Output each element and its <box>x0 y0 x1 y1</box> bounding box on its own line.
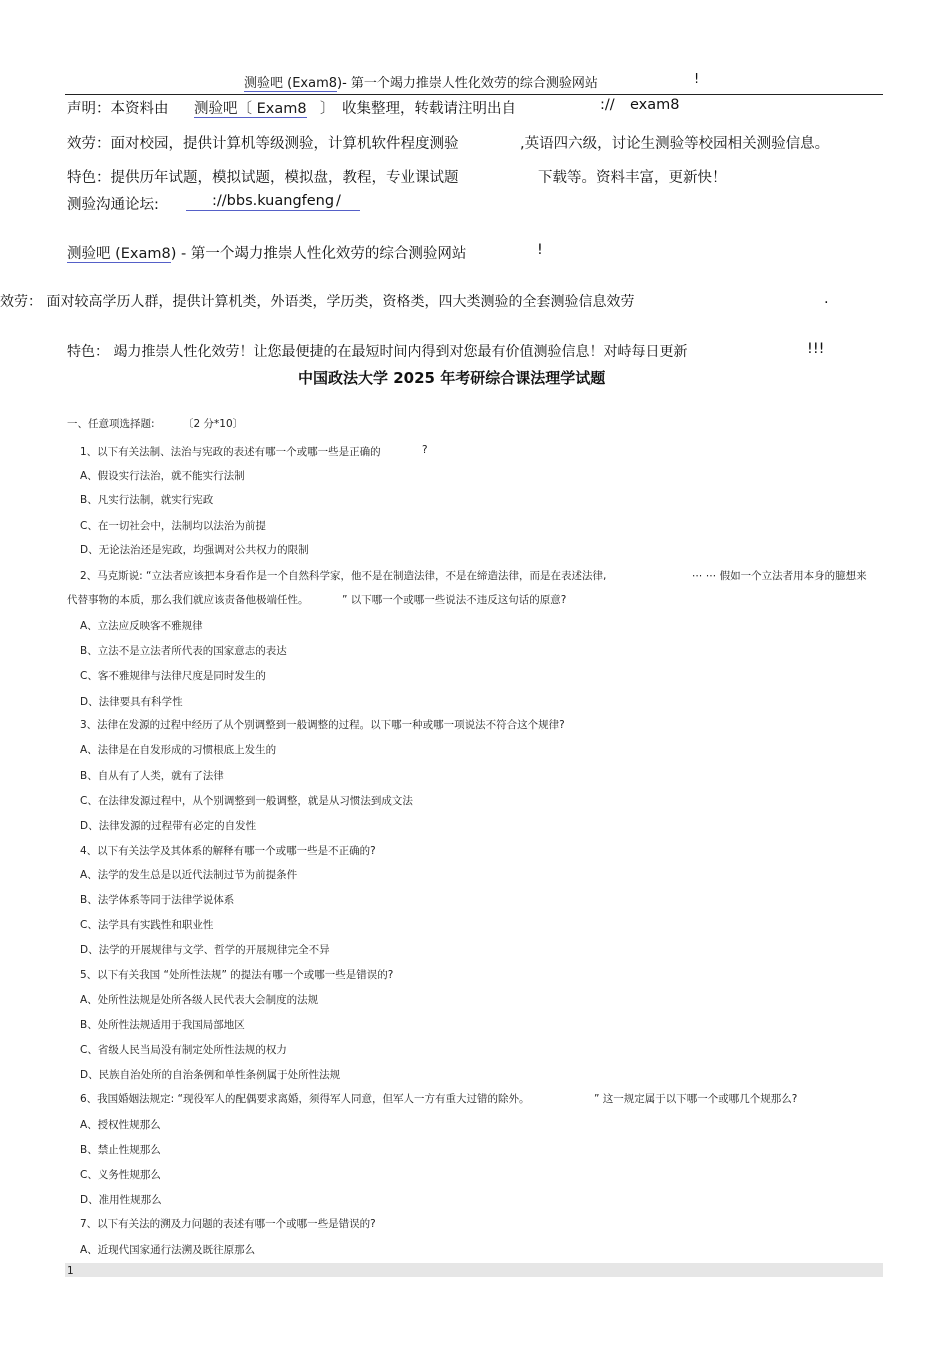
notice-statement-label: 声明：本资料由 <box>67 101 169 117</box>
notice-service-line: 效劳：面对校园，提供计算机等级测验，计算机软件程度测验 <box>67 136 459 152</box>
header-site-link[interactable]: 测验吧 (Exam8 <box>244 76 338 91</box>
question-line-wrap-end: ” 以下哪一个或哪一些说法不违反这句话的原意? <box>342 594 567 606</box>
option-line: D、准用性规那么 <box>80 1194 162 1206</box>
option-line: A、法学的发生总是以近代法制过节为前提条件 <box>80 869 298 881</box>
notice-bracket: 〕 <box>320 101 335 117</box>
option-line: D、法律发源的过程带有必定的自发性 <box>80 820 257 832</box>
promo-site-link[interactable]: 测验吧 (Exam8 <box>67 246 171 262</box>
option-line: D、无论法治还是宪政，均强调对公共权力的限制 <box>80 544 309 556</box>
question-line: 6、我国婚姻法规定: “现役军人的配偶要求离婚，须得军人同意，但军人一方有重大过错的除外。 <box>80 1093 530 1105</box>
question-line-continued: ⋯ ⋯ 假如一个立法者用本身的臆想来 <box>692 570 867 582</box>
line-text: 1、以下有关法制、法治与宪政的表述有哪一个或哪一些是正确的 <box>80 446 381 458</box>
option-line: B、处所性法规适用于我国局部地区 <box>80 1019 245 1031</box>
forum-link-underline <box>186 210 360 211</box>
option-line: B、立法不是立法者所代表的国家意志的表达 <box>80 645 287 657</box>
option-line: C、省级人民当局没有制定处所性法规的权力 <box>80 1044 287 1056</box>
header-site-tagline: )- 第一个竭力推崇人性化效劳的综合测验网站 <box>337 76 598 91</box>
option-line: D、法学的开展规律与文学、哲学的开展规律完全不异 <box>80 944 330 956</box>
notice-url-prefix: :// <box>600 97 615 113</box>
promo-site-name <box>67 242 466 263</box>
notice-feature-line: 特色：提供历年试题，模拟试题，模拟盘，教程，专业课试题 <box>67 170 459 186</box>
notice-service-line-end: ,英语四六级，讨论生测验等校园相关测验信息。 <box>520 136 830 152</box>
promo-exclamation: ! <box>537 242 543 258</box>
option-line: B、法学体系等同于法律学说体系 <box>80 894 235 906</box>
promo-service-end: . <box>824 291 829 307</box>
option-line: C、在一切社会中，法制均以法治为前提 <box>80 520 266 532</box>
option-line: B、凡实行法制，就实行宪政 <box>80 494 214 506</box>
question-line: 3、法律在发源的过程中经历了从个别调整到一般调整的过程。以下哪一种或哪一项说法不符合这个规律? <box>80 719 565 731</box>
option-line: A、假设实行法治，就不能实行法制 <box>80 470 245 482</box>
header-site-name <box>244 72 598 91</box>
notice-feature-line-end: 下载等。资料丰富，更新快！ <box>538 170 727 186</box>
promo-feature-end: !!! <box>807 341 825 357</box>
notice-collect-text: 收集整理，转载请注明出自 <box>342 101 516 117</box>
notice-forum-link[interactable]: ://bbs.kuangfeng <box>212 193 335 209</box>
question-line: 2、马克斯说: “立法者应该把本身看作是一个自然科学家，他不是在制造法律，不是在缔造法律，而是在表述法律, <box>80 570 607 582</box>
option-line: A、授权性规那么 <box>80 1119 161 1131</box>
header-rule <box>65 94 883 95</box>
notice-line-statement <box>67 97 169 118</box>
question-line: 7、以下有关法的溯及力问题的表述有哪一个或哪一些是错误的? <box>80 1218 376 1230</box>
option-line: D、法律要具有科学性 <box>80 696 183 708</box>
option-line: A、立法应反映客不雅规律 <box>80 620 203 632</box>
option-line: C、客不雅规律与法律尺度是同时发生的 <box>80 670 266 682</box>
option-line: D、民族自治处所的自治条例和单性条例属于处所性法规 <box>80 1069 341 1081</box>
promo-feature-line: 特色： 竭力推崇人性化效劳！让您最便捷的在最短时间内得到对您最有价值测验信息！对峙每日更新 <box>67 344 688 360</box>
section-label: 一、任意项选择题: <box>67 418 155 430</box>
promo-site-tagline: ) - 第一个竭力推崇人性化效劳的综合测验网站 <box>170 246 467 262</box>
option-line: A、法律是在自发形成的习惯根底上发生的 <box>80 744 277 756</box>
question-line <box>80 444 381 459</box>
option-line: C、法学具有实践性和职业性 <box>80 919 214 931</box>
notice-forum-label: 测验沟通论坛: <box>67 197 159 213</box>
notice-url-domain[interactable]: exam8 <box>630 97 680 113</box>
notice-forum-slash: / <box>336 193 341 209</box>
page-number: 1 <box>67 1265 74 1277</box>
header-exclamation: ! <box>694 72 700 87</box>
option-line: C、在法律发源过程中，从个别调整到一般调整，就是从习惯法到成文法 <box>80 795 413 807</box>
footer-bar <box>65 1263 883 1277</box>
option-line: A、处所性法规是处所各级人民代表大会制度的法规 <box>80 994 319 1006</box>
option-line: B、自从有了人类，就有了法律 <box>80 770 224 782</box>
question-line: 5、以下有关我国 “处所性法规” 的提法有哪一个或哪一些是错误的? <box>80 969 394 981</box>
section-score: 〔2 分*10〕 <box>183 418 244 430</box>
promo-service-line: 效劳： 面对较高学历人群，提供计算机类，外语类，学历类，资格类，四大类测验的全套测验信息效劳 <box>0 294 635 310</box>
notice-source-link-text[interactable]: 测验吧〔 Exam8 <box>194 101 307 117</box>
page-title: 中国政法大学 2025 年考研综合课法理学试题 <box>298 369 606 387</box>
question-line-mark: ? <box>422 444 428 456</box>
notice-source-link[interactable] <box>194 97 307 118</box>
question-line: 4、以下有关法学及其体系的解释有哪一个或哪一些是不正确的? <box>80 845 376 857</box>
question-line-end: ” 这一规定属于以下哪一个或哪几个规那么? <box>594 1093 798 1105</box>
option-line: C、义务性规那么 <box>80 1169 161 1181</box>
option-line: A、近现代国家通行法溯及既往原那么 <box>80 1244 256 1256</box>
question-line-wrap: 代替事物的本质，那么我们就应该责备他极端任性。 <box>67 594 309 606</box>
option-line: B、禁止性规那么 <box>80 1144 161 1156</box>
